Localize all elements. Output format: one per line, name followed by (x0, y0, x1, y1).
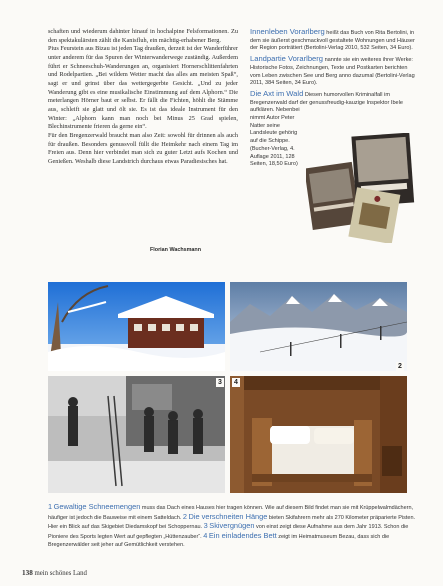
caption-text: zeigt im Heimatmuseum Bezau, dass sich die Bregenzerwälder seit jeher auf Gemütlichkeit verstehen. (48, 534, 390, 548)
caption-heading: Die verschneiten Hänge (188, 511, 268, 521)
photo-snowy-house (48, 282, 225, 371)
book-tip-title: Landpartie Vorarlberg (250, 54, 324, 64)
ski-slopes-image (230, 282, 407, 371)
caption-text: von einst zeigt diese Aufnahme aus dem Jahr 1913. Schon die Pioniere des Sports legten Wert auf gepflegten „Hüttenzauber“. (48, 524, 409, 541)
book-tip-text: nannte sie ein weiteres ihrer Werke: Historische Fotos, Zeichnungen, Texte und Postkarten berichten vom Leben zwischen See und Berg anno dazumal (Bertolini-Verlag 2011, 384 Seiten, 34 Euro). (250, 57, 415, 87)
article-paragraph: schaften und wiederum dahinter hinauf in hochalpine Felsformationen. Zu den spektakulärsten zählt die Kanisfluh, ein mächtig-erhabener Berg. (48, 28, 238, 44)
caption-heading: Skivergnügen (209, 521, 255, 531)
book-tip (250, 28, 416, 53)
caption-heading: Gewaltige Schneemengen (53, 502, 141, 511)
vintage-skiers-image (48, 376, 225, 493)
snowy-house-image (48, 282, 225, 371)
photo-ski-slopes (230, 282, 407, 371)
page-number: 138 (22, 569, 33, 577)
wooden-bed-image (230, 376, 407, 493)
caption-text: bieten Skifahrern mehr als 270 Kilometer präparierte Pisten. Hier ein Blick auf das Skigebiet Diedamskopf bei Schoppernau. (48, 514, 416, 531)
book-tip-title: Die Axt im Wald (250, 88, 304, 98)
photo-number-4: 4 (232, 378, 240, 387)
photo-captions (48, 503, 418, 550)
article-body (48, 28, 238, 167)
caption-number: 2 (182, 511, 187, 521)
magazine-name: mein schönes Land (34, 570, 87, 577)
caption-number: 3 (203, 521, 208, 531)
photo-vintage-skiers (48, 376, 225, 493)
caption-number: 1 (48, 502, 53, 511)
page-footer (22, 569, 87, 577)
photo-number-2: 2 (396, 362, 404, 371)
book-tip-title: Innenleben Vorarlberg (250, 27, 325, 36)
caption-heading: Ein einladendes Bett (208, 531, 277, 541)
caption-number: 4 (203, 531, 208, 541)
book-tip-text: heißt das Buch von Rita Bertolini, in dem sie äußerst geschmackvoll gestaltete Wohnungen und Häuser der Region porträtiert (Bertolini-Verlag 2010, 532 Seiten, 34 Euro). (250, 30, 415, 52)
book-tip-text-wrapped: nimmt Autor Peter Natter seine Landsleute gehörig auf die Schippe. (Bucher-Verlag, 4. Auflage 2011, 128 Seiten, 18,50 Euro) (250, 115, 298, 168)
photo-wooden-bed (230, 376, 407, 493)
article-paragraph: Für den Bregenzerwald braucht man also Zeit: sowohl für drinnen als auch für draußen. Besonders genussvoll füllt die Heimkehr nach einem Tag im Freien aus. Denn hier verbindet man sich zu guter Letzt aufs Kochen und Genießen. Weshalb diese Landstrich durchaus etwas Paradiesisches hat. (48, 131, 238, 165)
article-author: Florian Wachsmann (150, 247, 202, 253)
book-tip-text: Diesen humorvollen Kriminalfall im Bregenzerwald darf der genussfreudig-kauzige Inspektor Ibele aufklären. Nebenbei (250, 91, 403, 114)
article-paragraph: Pius Feurstein aus Bizau ist jeden Tag draußen, derzeit ist der Wanderführer unter anderem für das Spuren der Winterwanderwege zuständig. Außerdem führt er Schneeschuh-Wanderungen an, organisiert Hornerschlittenfahrten und Rodelpartien. „Bei wildem Wetter macht das alles am meisten Spaß“, sagt er und grinst über das wettergegerbte Gesicht. „Und zu jeder Wanderung gibt es eine musikalische Einstimmung auf dem Alphorn.“ Die meterlangen Hörner baut er selbst. Er fällt die Fichten, höhlt die Stämme aus, schleift sie glatt und ölt sie. Es ist das ideale Instrument für den Winter: „Alphorn kann man noch bei Minus 25 Grad spielen, Blechinstrumente frieren da gerne ein“. (48, 45, 238, 131)
book-tip (250, 55, 416, 88)
book-covers-image (306, 133, 418, 243)
caption-text: muss das Dach eines Hauses hier tragen können. Wie auf diesem Bild findet man sie mit Krüppelwalmdächern, häufiger ist jedoch die Bauweise mit einem Satteldach. (48, 505, 414, 521)
photo-number-3: 3 (216, 378, 224, 387)
